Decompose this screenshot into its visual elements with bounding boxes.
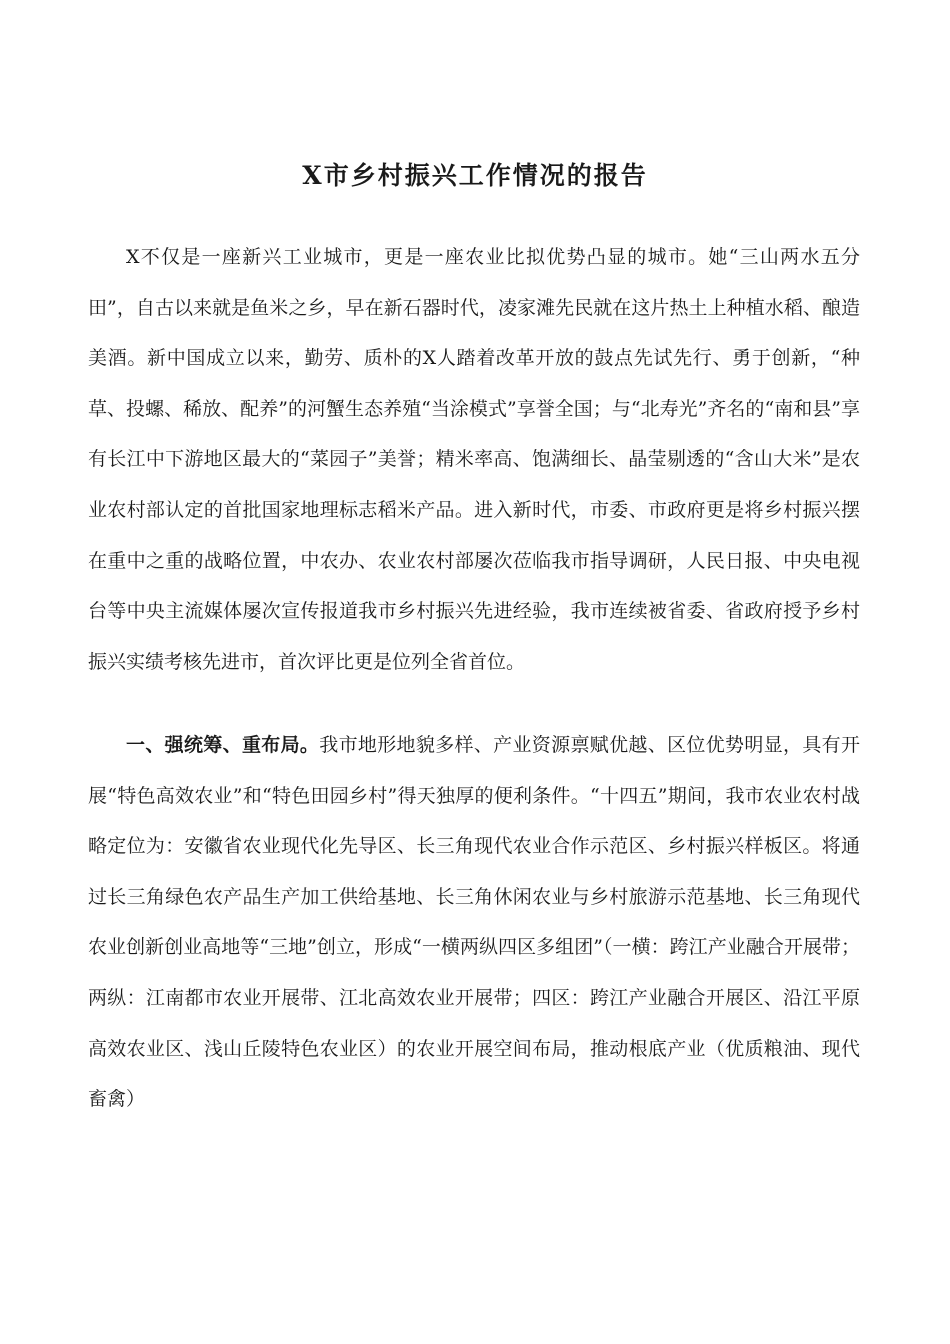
section-1-text: 我市地形地貌多样、产业资源禀赋优越、区位优势明显，具有开展“特色高效农业”和“特色田园乡村”得天独厚的便利条件。“十四五”期间，我市农业农村战略定位为：安徽省农业现代化先导区、长三角现代农业合作示范区、乡村振兴样板区。将通过长三角绿色农产品生产加工供给基地、长三角休闲农业与乡村旅游示范基地、长三角现代农业创新创业高地等“三地”创立，形成“一横两纵四区多组团”（一横：跨江产业融合开展带；两纵：江南都市农业开展带、江北高效农业开展带；四区：跨江产业融合开展区、沿江平原高效农业区、浅山丘陵特色农业区）的农业开展空间布局，推动根底产业（优质粮油、现代畜禽） — [88, 734, 860, 1111]
paragraph-intro-text: X不仅是一座新兴工业城市，更是一座农业比拟优势凸显的城市。她“三山两水五分田”，自古以来就是鱼米之乡，早在新石器时代，凌家滩先民就在这片热土上种植水稻、酿造美酒。新中国成立以来，勤劳、质朴的X人踏着改革开放的鼓点先试先行、勇于创新，“种草、投螺、稀放、配养”的河蟹生态养殖“当涂模式”享誉全国；与“北寿光”齐名的“南和县”享有长江中下游地区最大的“菜园子”美誉；精米率高、饱满细长、晶莹剔透的“含山大米”是农业农村部认定的首批国家地理标志稻米产品。进入新时代，市委、市政府更是将乡村振兴摆在重中之重的战略位置，中农办、农业农村部屡次莅临我市指导调研，人民日报、中央电视台等中央主流媒体屡次宣传报道我市乡村振兴先进经验，我市连续被省委、省政府授予乡村振兴实绩考核先进市，首次评比更是位列全省首位。 — [88, 246, 860, 673]
paragraph-intro — [88, 232, 860, 687]
document-title: X市乡村振兴工作情况的报告 — [302, 161, 648, 190]
section-1-heading: 一、强统筹、重布局。 — [126, 734, 320, 756]
paragraph-section-1 — [88, 720, 860, 1125]
